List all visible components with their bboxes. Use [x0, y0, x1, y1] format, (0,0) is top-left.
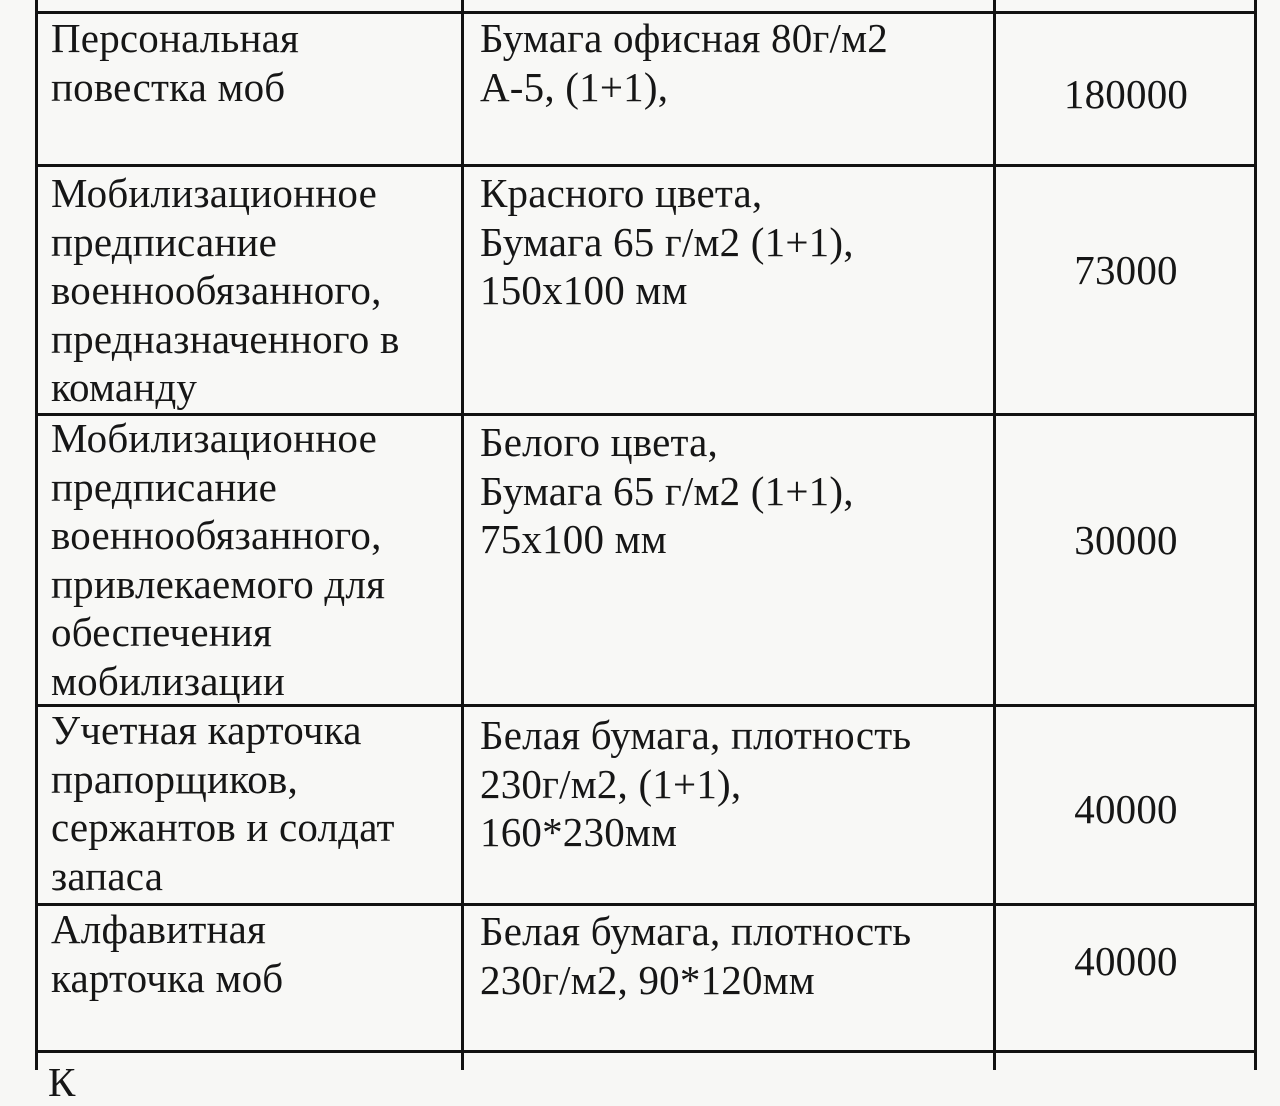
table-column-divider [461, 0, 464, 1070]
item-name-cell: Мобилизационное предписание военнообязанного, привлекаемого для обеспечения мобилизации [51, 415, 386, 704]
item-name-cell: Персональная повестка моб [51, 15, 300, 110]
item-description-cell: Красного цвета, Бумага 65 г/м2 (1+1), 150х100 мм [480, 170, 854, 313]
item-quantity-cell: 180000 [1063, 71, 1189, 117]
row-separator [35, 1050, 1257, 1053]
item-quantity-cell: 73000 [1074, 247, 1178, 293]
item-quantity-cell: 40000 [1074, 938, 1178, 984]
item-description-cell: Бумага офисная 80г/м2 А-5, (1+1), [480, 15, 888, 110]
table-column-divider [993, 0, 996, 1070]
table-border-right [1254, 0, 1257, 1070]
row-separator [35, 164, 1257, 167]
item-description-cell: Белого цвета, Бумага 65 г/м2 (1+1), 75х100 мм [480, 419, 854, 562]
partial-table-row [48, 1058, 88, 1105]
item-name-cell: Учетная карточка прапорщиков, сержантов и солдат запаса [51, 707, 395, 899]
item-description-cell: Белая бумага, плотность 230г/м2, (1+1), 160*230мм [480, 712, 912, 855]
item-description-cell: Белая бумага, плотность 230г/м2, 90*120мм [480, 908, 912, 1003]
item-name-cell: Алфавитная карточка моб [51, 906, 284, 1001]
table-border-left [35, 0, 38, 1070]
item-quantity-cell: 30000 [1074, 517, 1178, 563]
item-quantity-cell: 40000 [1074, 786, 1178, 832]
item-name-cell: Мобилизационное предписание военнообязанного, предназначенного в команду [51, 170, 400, 410]
item-name-cell-partial: К [48, 1059, 76, 1105]
